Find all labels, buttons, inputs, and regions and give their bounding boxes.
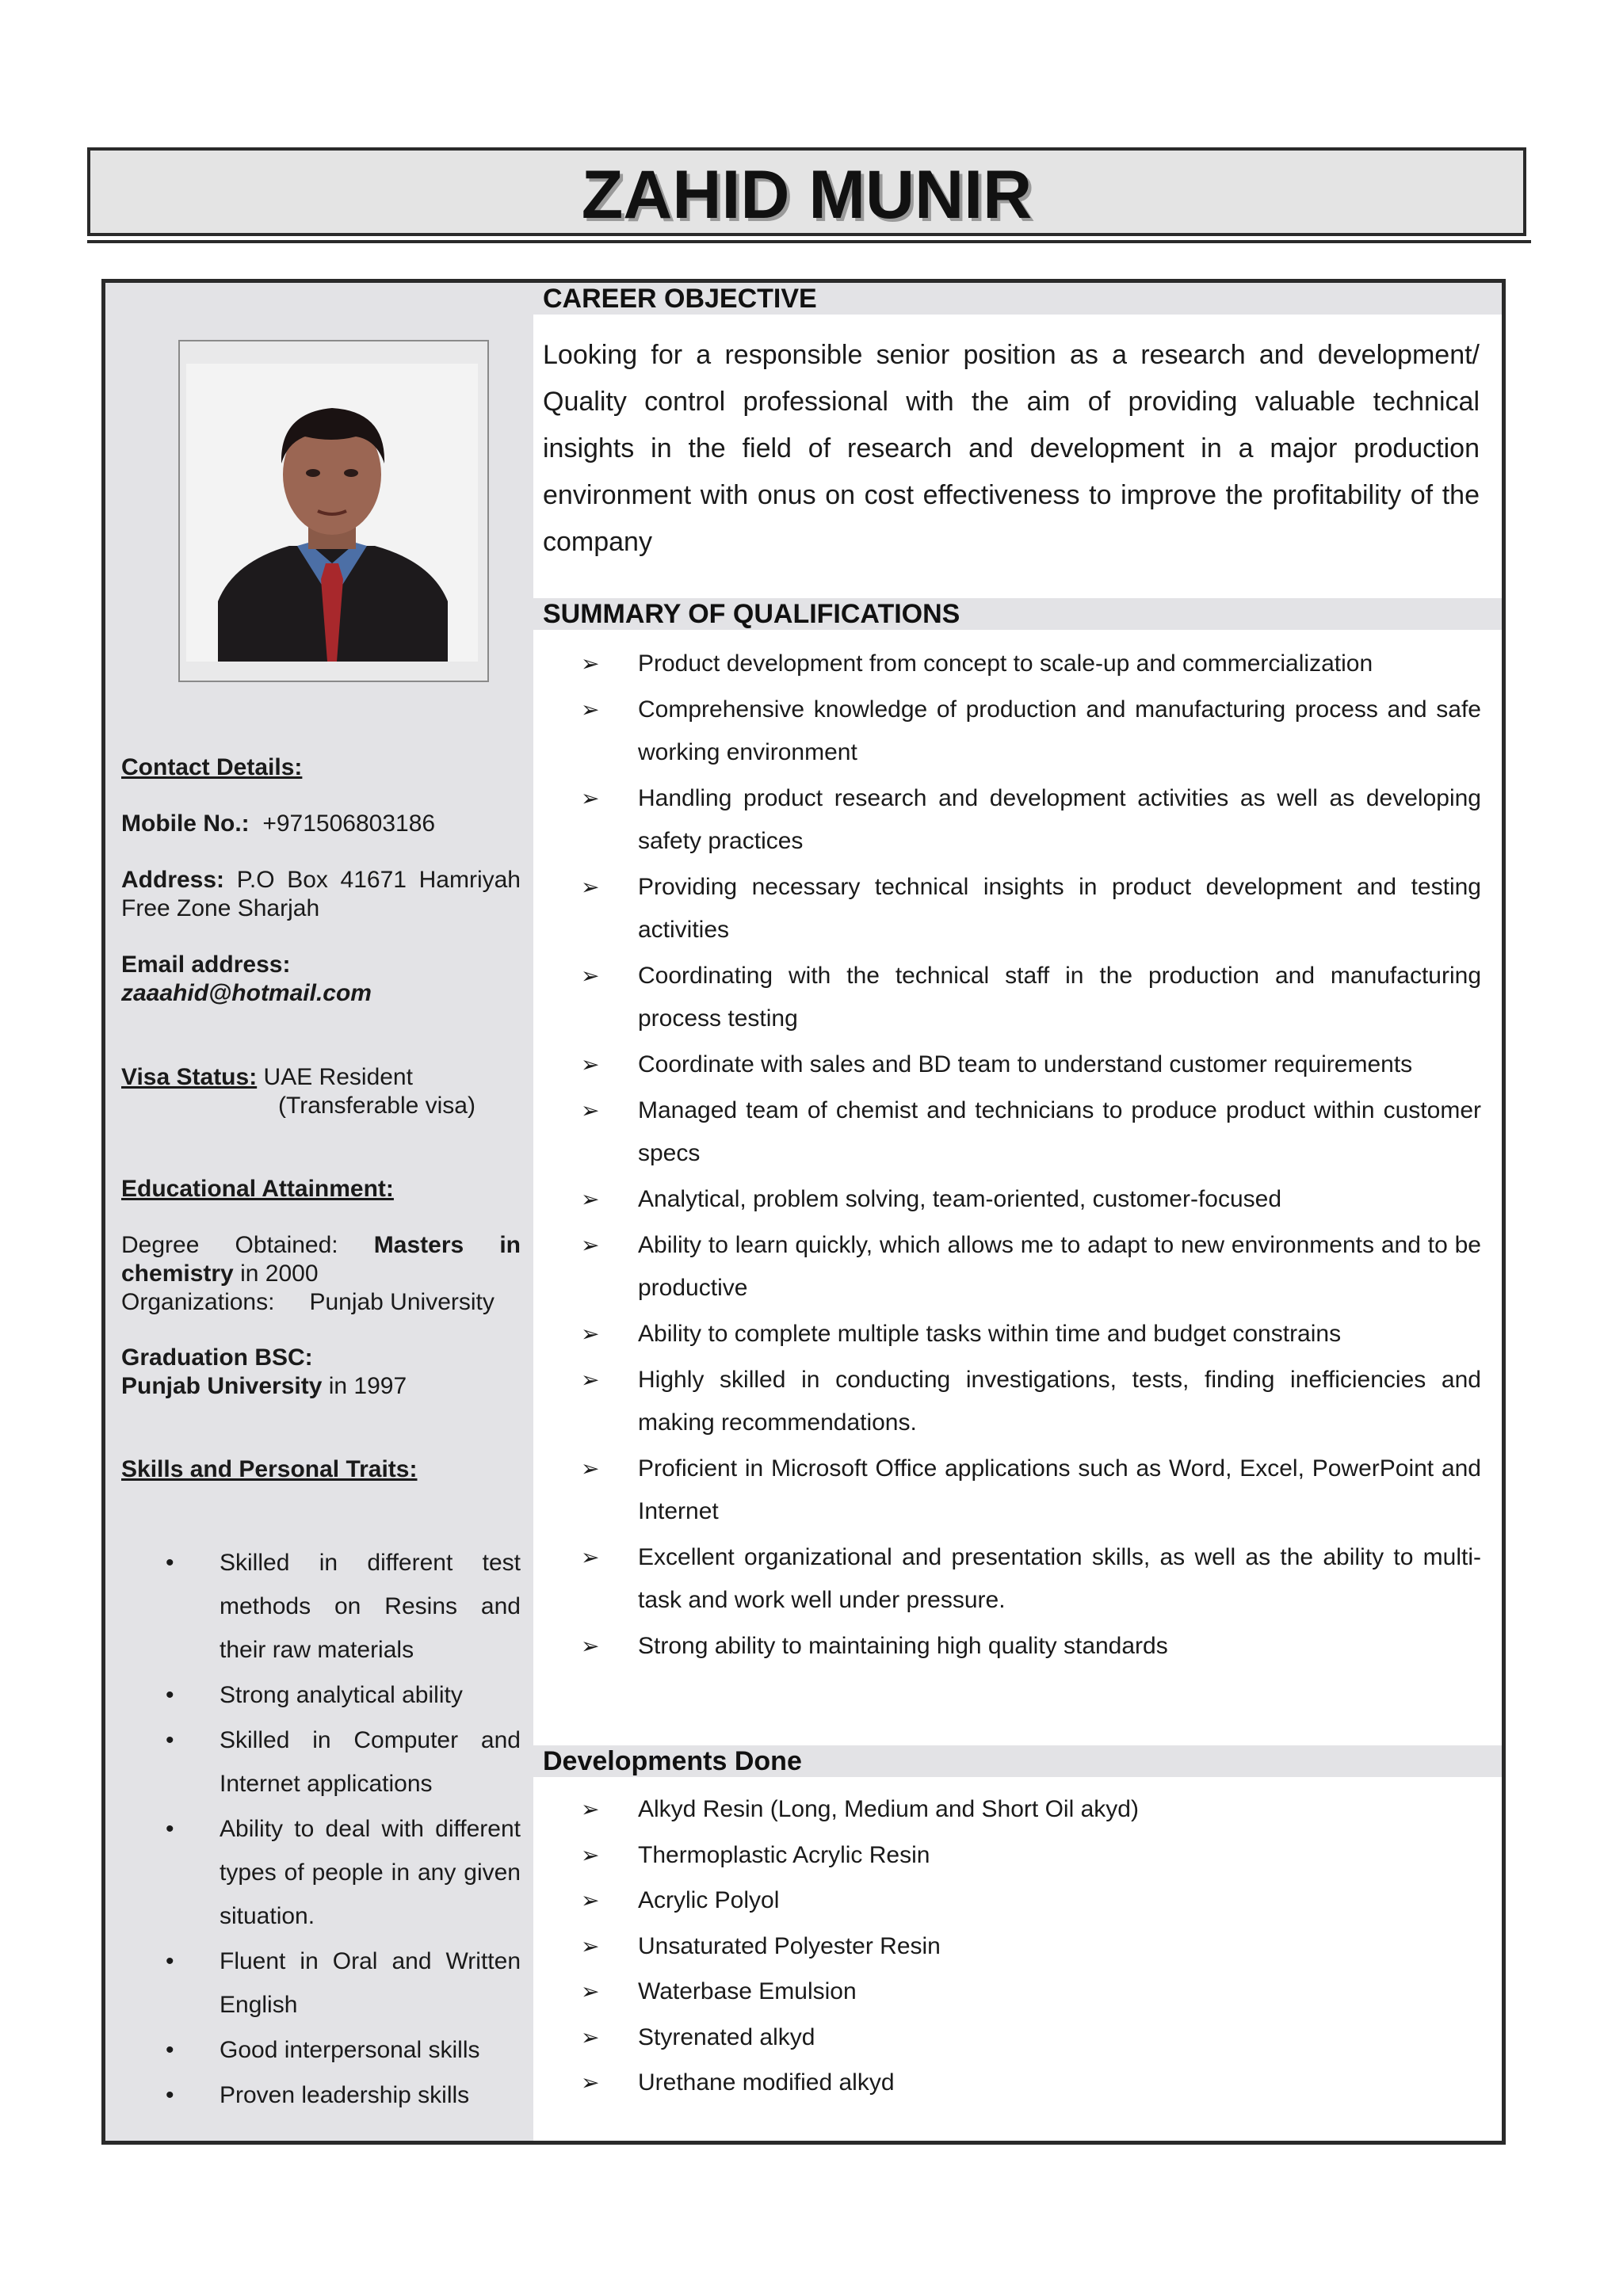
list-item: • Fluent in Oral and Written English (166, 1948, 521, 2018)
list-item: ➢ Unsaturated Polyester Resin (581, 1932, 941, 1959)
list-item: ➢ Managed team of chemist and technicians to produce product within customer specs (581, 1097, 1481, 1166)
list-item: ➢ Comprehensive knowledge of production and manufacturing process and safe working environment (581, 696, 1481, 765)
address-row: Address: P.O Box 41671 Hamriyah Free Zone Sharjah (121, 867, 521, 921)
list-item: ➢ Styrenated alkyd (581, 2023, 815, 2050)
mobile-row: Mobile No.: +971506803186 (121, 810, 436, 837)
career-objective-text: Looking for a responsible senior position as a research and development/ Quality control professional with the aim of providing valuable technical insights in the field of research and development in a major production environment with onus on cost effectiveness to improve the profitability of the company (543, 340, 1480, 557)
list-item: • Skilled in Computer and Internet applications (166, 1727, 521, 1797)
list-item: ➢ Strong ability to maintaining high quality standards (581, 1633, 1168, 1659)
qualifications-list (533, 643, 1481, 1671)
list-item: ➢ Acrylic Polyol (581, 1887, 780, 1913)
list-item: ➢ Coordinating with the technical staff in the production and manufacturing process testing (581, 963, 1481, 1032)
email-value: zaaahid@hotmail.com (121, 980, 372, 1006)
address-line-1: P.O Box 41671 Hamriyah (236, 867, 521, 893)
list-item: • Proven leadership skills (166, 2082, 470, 2108)
developments-list (533, 1787, 1481, 2106)
list-item: ➢ Excellent organizational and presentation skills, as well as the ability to multi-task and work well under pressure. (581, 1544, 1481, 1613)
qualifications-heading: SUMMARY OF QUALIFICATIONS (533, 598, 1502, 630)
skills-heading: Skills and Personal Traits: (121, 1456, 418, 1482)
list-item: ➢ Alkyd Resin (Long, Medium and Short Oil akyd) (581, 1796, 1139, 1822)
visa-note: (Transferable visa) (278, 1093, 475, 1119)
left-column (105, 283, 533, 2141)
list-item: ➢ Highly skilled in conducting investigations, tests, finding inefficiencies and making recommendations. (581, 1367, 1481, 1436)
contact-heading: Contact Details: (121, 754, 303, 780)
profile-photo (186, 364, 478, 662)
list-item: ➢ Urethane modified alkyd (581, 2069, 895, 2096)
name-banner (87, 147, 1526, 236)
organization-value: Punjab University (309, 1289, 495, 1315)
list-item: ➢ Providing necessary technical insights in product development and testing activities (581, 874, 1481, 943)
visa-value: UAE Resident (263, 1064, 413, 1090)
list-item: ➢ Product development from concept to scale-up and commercialization (581, 650, 1373, 677)
list-item: ➢ Ability to learn quickly, which allows me to adapt to new environments and to be productive (581, 1232, 1481, 1301)
list-item: ➢ Coordinate with sales and BD team to understand customer requirements (581, 1051, 1413, 1077)
address-line-2: Free Zone Sharjah (121, 895, 320, 921)
resume-frame (101, 279, 1506, 2145)
list-item: ➢ Thermoplastic Acrylic Resin (581, 1841, 930, 1868)
visa-row: Visa Status: UAE Resident (Transferable visa) (121, 1063, 521, 1120)
profile-photo-frame (178, 340, 489, 682)
list-item: • Good interpersonal skills (166, 2037, 480, 2063)
page-title: ZAHID MUNIR (581, 157, 1033, 233)
graduation-row: Graduation BSC: Punjab University in 1997 (121, 1344, 407, 1399)
list-item: • Ability to deal with different types of people in any given situation. (166, 1816, 521, 1929)
list-item: • Strong analytical ability (166, 1682, 463, 1708)
list-item: • Skilled in different test methods on Resins and their raw materials (166, 1550, 521, 1663)
skills-list (121, 1541, 521, 2119)
developments-heading: Developments Done (533, 1745, 1502, 1777)
mobile-value: +971506803186 (262, 810, 436, 837)
degree-row: Degree Obtained: Masters in chemistry in 2000 Organizations: Punjab University (121, 1232, 521, 1315)
education-heading: Educational Attainment: (121, 1176, 394, 1202)
list-item: ➢ Proficient in Microsoft Office applications such as Word, Excel, PowerPoint and Internet (581, 1455, 1481, 1524)
email-row: Email address: zaaahid@hotmail.com (121, 951, 521, 1008)
list-item: ➢ Waterbase Emulsion (581, 1978, 857, 2004)
list-item: ➢ Ability to complete multiple tasks within time and budget constrains (581, 1321, 1342, 1347)
list-item: ➢ Analytical, problem solving, team-oriented, customer-focused (581, 1186, 1282, 1212)
right-column (533, 283, 1502, 2141)
career-objective-heading: CAREER OBJECTIVE (533, 283, 1502, 315)
list-item: ➢ Handling product research and development activities as well as developing safety practices (581, 785, 1481, 854)
title-underline (87, 240, 1531, 243)
